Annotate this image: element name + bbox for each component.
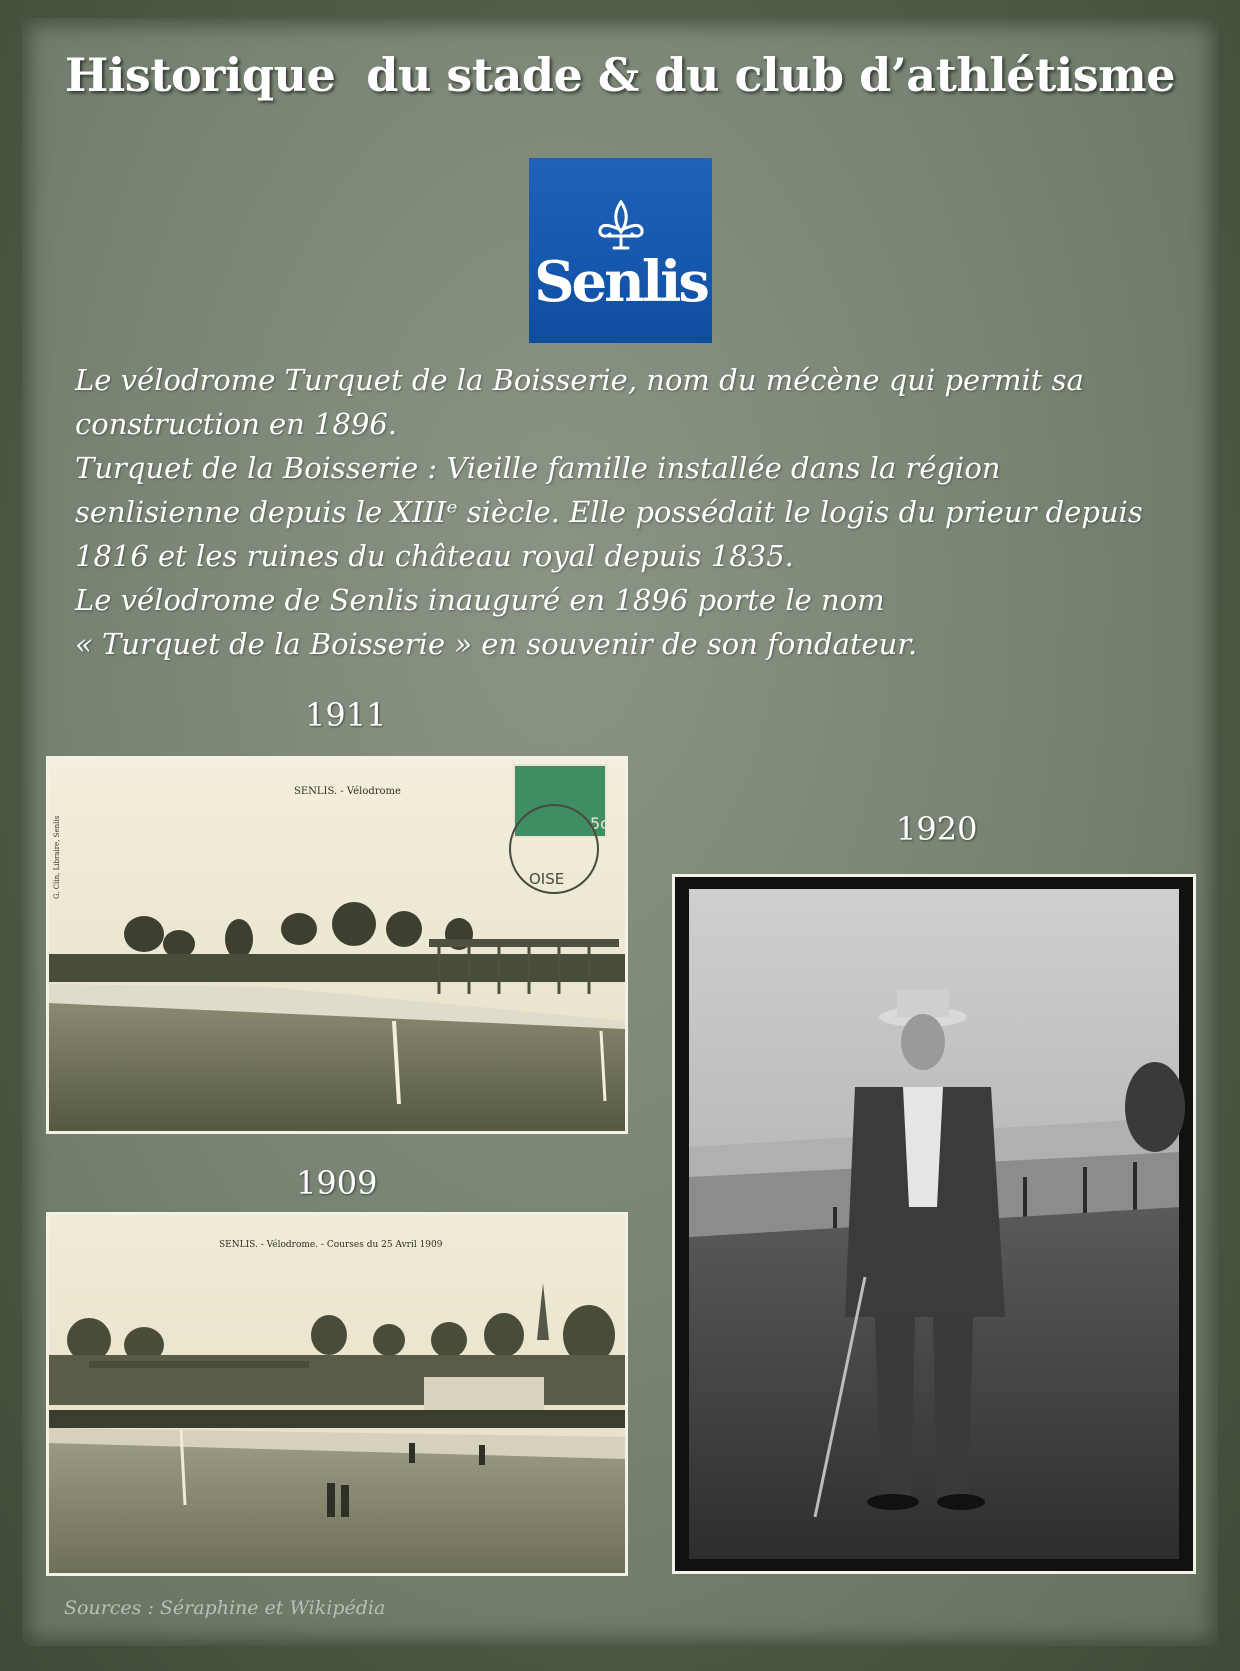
postcard-caption: SENLIS. - Vélodrome: [294, 786, 401, 797]
year-label-1911: 1911: [305, 696, 387, 734]
postcard-caption: SENLIS. - Vélodrome. - Courses du 25 Avril 1909: [219, 1240, 443, 1250]
year-label-1909: 1909: [296, 1164, 378, 1202]
paragraph-line: 1816 et les ruines du château royal depuis 1835.: [75, 539, 794, 573]
page-title: Historique du stade & du club d’athlétisme: [64, 48, 1176, 102]
paragraph-line: Le vélodrome de Senlis inauguré en 1896 porte le nom: [75, 583, 885, 617]
year-label-1920: 1920: [896, 810, 978, 848]
paragraph-line: « Turquet de la Boisserie » en souvenir de son fondateur.: [75, 627, 918, 661]
paragraph-line: Le vélodrome Turquet de la Boisserie, nom du mécène qui permit sa: [75, 363, 1084, 397]
photo-postcard-1909: [46, 1212, 628, 1576]
paragraph-line: senlisienne depuis le XIIIᵉ siècle. Elle possédait le logis du prieur depuis: [75, 495, 1143, 529]
paragraph-line: Turquet de la Boisserie : Vieille famille installée dans la région: [75, 451, 1001, 485]
fleur-de-lis-icon: [596, 200, 646, 252]
senlis-logo: [529, 158, 712, 343]
postcard-side-caption: G. Clin, Libraire, Senlis: [53, 815, 61, 899]
paragraph-line: construction en 1896.: [75, 407, 398, 441]
postmark-text: OISE: [529, 870, 565, 888]
photo-postcard-1911: [46, 756, 628, 1134]
photo-portrait-1920: [672, 874, 1196, 1574]
logo-text: Senlis: [534, 248, 707, 315]
stamp-text: 5c: [590, 814, 609, 833]
sources-credit: Sources : Séraphine et Wikipédia: [64, 1597, 386, 1619]
